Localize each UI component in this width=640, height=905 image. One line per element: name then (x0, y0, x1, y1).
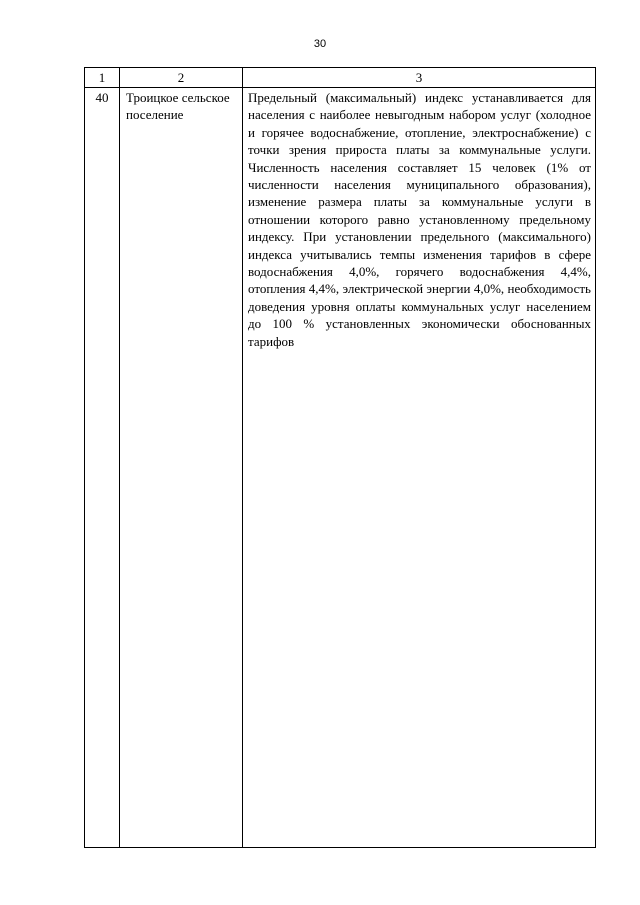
column-header-2: 2 (120, 68, 243, 88)
table-row (85, 88, 596, 848)
table-header-row (85, 68, 596, 88)
column-header-3: 3 (243, 68, 596, 88)
page-number: 30 (313, 38, 327, 50)
description-cell: Предельный (максимальный) индекс устанавливается для населения с наиболее невыгодным набором услуг (холодное и горячее водоснабжение, отопление, электроснабжение) с точки зрения прироста платы за коммунальные услуги. Численность населения составляет 15 человек (1% от численности населения муниципального образования), изменение размера платы за коммунальные услуги в отношении которого равно установленному предельному индексу. При установлении предельного (максимального) индекса учитывались темпы изменения тарифов в сфере водоснабжения 4,0%, горячего водоснабжения 4,4%, отопления 4,4%, электрической энергии 4,0%, необходимость доведения уровня оплаты коммунальных услуг населением до 100 % установленных экономически обоснованных тарифов (243, 88, 596, 848)
settlement-name-cell: Троицкое сельское поселение (120, 88, 243, 848)
column-header-1: 1 (85, 68, 120, 88)
tariff-index-table (84, 67, 596, 848)
row-number-cell: 40 (85, 88, 120, 848)
